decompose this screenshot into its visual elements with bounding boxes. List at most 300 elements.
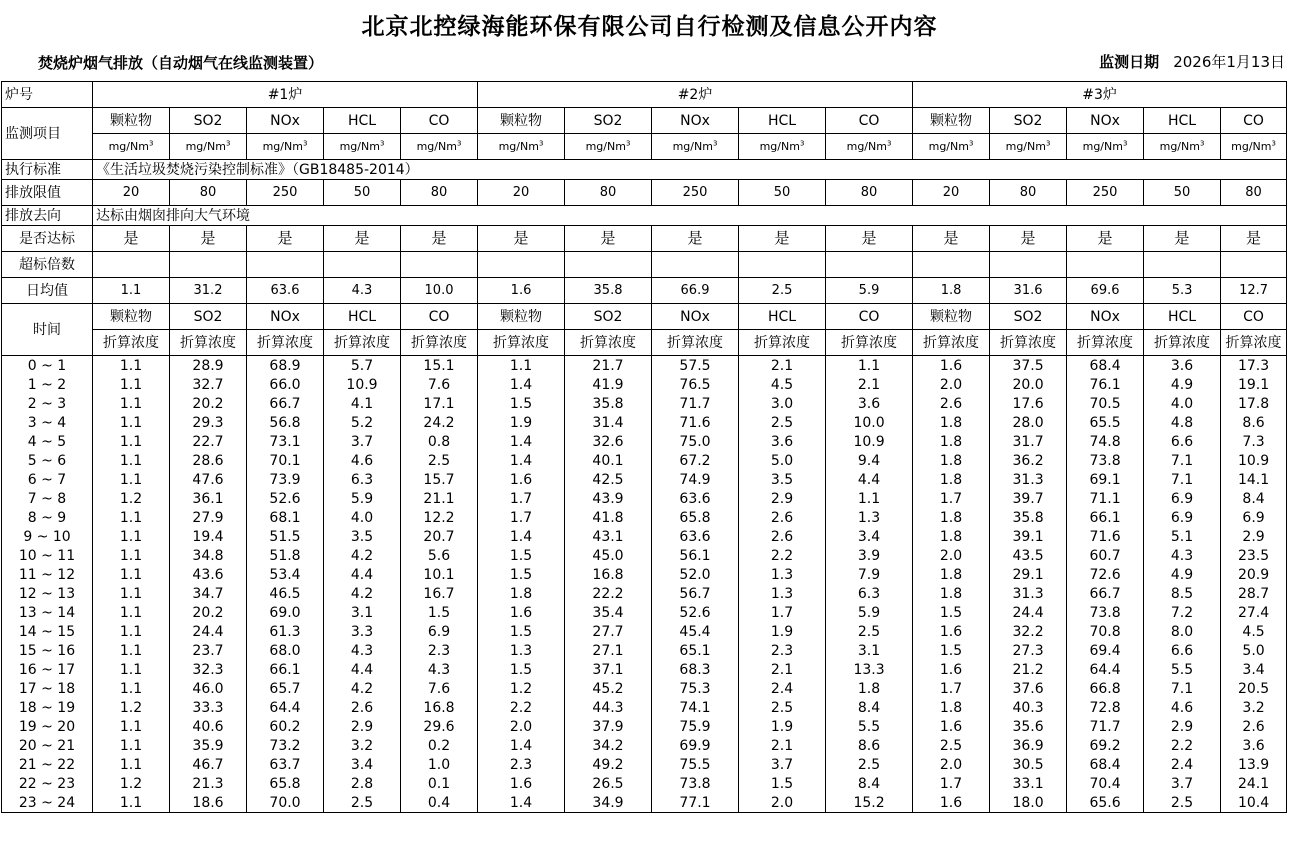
value-cell: 4.6 [1144, 698, 1221, 717]
unit-cell [565, 134, 652, 160]
conversion-header: 折算浓度 [1144, 330, 1221, 356]
exceed-value [478, 252, 565, 278]
value-cell: 4.3 [401, 660, 478, 679]
value-cell: 2.3 [478, 755, 565, 774]
value-cell: 1.6 [478, 774, 565, 793]
limit-row [2, 180, 1287, 206]
value-cell: 65.1 [652, 641, 739, 660]
limit-value: 20 [478, 180, 565, 206]
limit-value: 50 [1144, 180, 1221, 206]
value-cell: 66.0 [247, 375, 324, 394]
value-cell: 68.4 [1067, 755, 1144, 774]
value-cell: 45.0 [565, 546, 652, 565]
value-cell: 23.5 [1221, 546, 1287, 565]
value-cell: 1.5 [478, 565, 565, 584]
daily-avg-value: 10.0 [401, 278, 478, 304]
value-cell: 70.1 [247, 451, 324, 470]
compliant-value: 是 [401, 226, 478, 252]
value-cell: 1.3 [826, 508, 913, 527]
value-cell: 74.9 [652, 470, 739, 489]
value-cell: 1.8 [826, 679, 913, 698]
compliant-value: 是 [739, 226, 826, 252]
daily-avg-value: 4.3 [324, 278, 401, 304]
value-cell: 5.6 [401, 546, 478, 565]
value-cell: 43.9 [565, 489, 652, 508]
table-row [2, 755, 1287, 774]
value-cell: 3.6 [1144, 356, 1221, 376]
value-cell: 1.8 [913, 413, 990, 432]
value-cell: 1.7 [739, 603, 826, 622]
limit-value: 80 [170, 180, 247, 206]
exceed-value [247, 252, 324, 278]
pollutant-header: CO [826, 108, 913, 134]
value-cell: 53.4 [247, 565, 324, 584]
daily-avg-value: 12.7 [1221, 278, 1287, 304]
value-cell: 29.3 [170, 413, 247, 432]
value-cell: 23.7 [170, 641, 247, 660]
value-cell: 8.4 [826, 774, 913, 793]
value-cell: 1.7 [913, 679, 990, 698]
value-cell: 35.6 [990, 717, 1067, 736]
value-cell: 4.8 [1144, 413, 1221, 432]
value-cell: 36.1 [170, 489, 247, 508]
monitoring-date [1099, 51, 1285, 72]
pollutant-header-lower: HCL [1144, 304, 1221, 330]
limit-value: 80 [826, 180, 913, 206]
value-cell: 1.1 [93, 679, 170, 698]
limit-value: 50 [324, 180, 401, 206]
value-cell: 24.4 [990, 603, 1067, 622]
value-cell: 19.4 [170, 527, 247, 546]
value-cell: 1.1 [93, 641, 170, 660]
value-cell: 66.7 [1067, 584, 1144, 603]
value-cell: 40.1 [565, 451, 652, 470]
exceed-value [739, 252, 826, 278]
value-cell: 1.2 [93, 774, 170, 793]
limit-value: 80 [401, 180, 478, 206]
value-cell: 20.2 [170, 394, 247, 413]
value-cell: 5.9 [324, 489, 401, 508]
pollutant-header: NOx [247, 108, 324, 134]
value-cell: 60.7 [1067, 546, 1144, 565]
daily-avg-value: 35.8 [565, 278, 652, 304]
time-cell: 13 ~ 14 [2, 603, 93, 622]
value-cell: 32.3 [170, 660, 247, 679]
table-row [2, 394, 1287, 413]
standard-label: 执行标准 [2, 160, 93, 180]
value-cell: 2.0 [913, 546, 990, 565]
value-cell: 1.6 [913, 660, 990, 679]
section-subtitle: 焚烧炉烟气排放（自动烟气在线监测装置） [38, 54, 324, 72]
compliant-label: 是否达标 [2, 226, 93, 252]
value-cell: 1.1 [93, 356, 170, 376]
value-cell: 64.4 [247, 698, 324, 717]
value-cell: 1.9 [478, 413, 565, 432]
value-cell: 1.8 [913, 451, 990, 470]
unit-cell [1221, 134, 1287, 160]
value-cell: 1.1 [93, 470, 170, 489]
value-cell: 2.6 [739, 508, 826, 527]
time-cell: 18 ~ 19 [2, 698, 93, 717]
value-cell: 56.7 [652, 584, 739, 603]
value-cell: 3.7 [1144, 774, 1221, 793]
value-cell: 2.0 [913, 375, 990, 394]
value-cell: 6.3 [826, 584, 913, 603]
value-cell: 2.9 [739, 489, 826, 508]
value-cell: 4.4 [826, 470, 913, 489]
limit-label: 排放限值 [2, 180, 93, 206]
value-cell: 4.6 [324, 451, 401, 470]
furnace-row [2, 82, 1287, 108]
limit-value: 20 [913, 180, 990, 206]
value-cell: 1.4 [478, 736, 565, 755]
value-cell: 68.0 [247, 641, 324, 660]
value-cell: 47.6 [170, 470, 247, 489]
value-cell: 1.4 [478, 527, 565, 546]
value-cell: 43.5 [990, 546, 1067, 565]
value-cell: 14.1 [1221, 470, 1287, 489]
time-cell: 14 ~ 15 [2, 622, 93, 641]
value-cell: 37.9 [565, 717, 652, 736]
value-cell: 65.6 [1067, 793, 1144, 813]
value-cell: 2.1 [826, 375, 913, 394]
exceed-row [2, 252, 1287, 278]
value-cell: 65.8 [247, 774, 324, 793]
standard-row [2, 160, 1287, 180]
unit-cell [247, 134, 324, 160]
value-cell: 71.7 [1067, 717, 1144, 736]
value-cell: 71.1 [1067, 489, 1144, 508]
value-cell: 3.1 [324, 603, 401, 622]
compliant-value: 是 [565, 226, 652, 252]
exceed-value [170, 252, 247, 278]
value-cell: 7.2 [1144, 603, 1221, 622]
unit-superscript: 3 [1122, 139, 1128, 148]
unit-text: mg/Nm [185, 140, 226, 153]
value-cell: 1.1 [93, 527, 170, 546]
value-cell: 24.1 [1221, 774, 1287, 793]
daily-avg-value: 69.6 [1067, 278, 1144, 304]
table-row [2, 736, 1287, 755]
value-cell: 20.0 [990, 375, 1067, 394]
value-cell: 43.1 [565, 527, 652, 546]
value-cell: 1.1 [93, 660, 170, 679]
value-cell: 70.0 [247, 793, 324, 813]
unit-cell [478, 134, 565, 160]
value-cell: 44.3 [565, 698, 652, 717]
value-cell: 1.8 [913, 565, 990, 584]
conversion-header: 折算浓度 [401, 330, 478, 356]
conversion-header: 折算浓度 [739, 330, 826, 356]
unit-cell [913, 134, 990, 160]
time-cell: 7 ~ 8 [2, 489, 93, 508]
compliant-value: 是 [478, 226, 565, 252]
value-cell: 2.2 [478, 698, 565, 717]
compliant-value: 是 [324, 226, 401, 252]
value-cell: 1.1 [826, 356, 913, 376]
value-cell: 1.1 [93, 451, 170, 470]
value-cell: 20.7 [401, 527, 478, 546]
value-cell: 66.7 [247, 394, 324, 413]
value-cell: 13.3 [826, 660, 913, 679]
compliant-row [2, 226, 1287, 252]
exceed-value [652, 252, 739, 278]
unit-cell [401, 134, 478, 160]
limit-value: 20 [93, 180, 170, 206]
value-cell: 1.3 [478, 641, 565, 660]
value-cell: 3.4 [324, 755, 401, 774]
compliant-value: 是 [1221, 226, 1287, 252]
daily-avg-value: 63.6 [247, 278, 324, 304]
value-cell: 3.0 [739, 394, 826, 413]
value-cell: 1.8 [913, 698, 990, 717]
table-row [2, 432, 1287, 451]
conversion-header: 折算浓度 [565, 330, 652, 356]
value-cell: 2.9 [324, 717, 401, 736]
table-row [2, 546, 1287, 565]
unit-text: mg/Nm [1005, 140, 1046, 153]
table-row [2, 565, 1287, 584]
value-cell: 0.8 [401, 432, 478, 451]
unit-superscript: 3 [456, 139, 462, 148]
value-cell: 17.8 [1221, 394, 1287, 413]
compliant-value: 是 [1067, 226, 1144, 252]
pollutant-header-lower: SO2 [565, 304, 652, 330]
pollutant-row [2, 108, 1287, 134]
value-cell: 6.9 [1221, 508, 1287, 527]
value-cell: 27.3 [990, 641, 1067, 660]
value-cell: 56.1 [652, 546, 739, 565]
value-cell: 31.3 [990, 584, 1067, 603]
value-cell: 16.7 [401, 584, 478, 603]
value-cell: 45.4 [652, 622, 739, 641]
unit-text: mg/Nm [498, 140, 539, 153]
exceed-label: 超标倍数 [2, 252, 93, 278]
value-cell: 69.4 [1067, 641, 1144, 660]
value-cell: 1.1 [93, 565, 170, 584]
exceed-value [990, 252, 1067, 278]
value-cell: 2.5 [1144, 793, 1221, 813]
value-cell: 73.8 [652, 774, 739, 793]
value-cell: 1.1 [93, 546, 170, 565]
value-cell: 8.4 [1221, 489, 1287, 508]
pollutant-header: HCL [324, 108, 401, 134]
value-cell: 22.7 [170, 432, 247, 451]
pollutant-header-lower: NOx [652, 304, 739, 330]
value-cell: 2.8 [324, 774, 401, 793]
exceed-value [324, 252, 401, 278]
value-cell: 32.2 [990, 622, 1067, 641]
value-cell: 28.6 [170, 451, 247, 470]
value-cell: 66.8 [1067, 679, 1144, 698]
value-cell: 70.5 [1067, 394, 1144, 413]
unit-superscript: 3 [302, 139, 308, 148]
value-cell: 75.3 [652, 679, 739, 698]
value-cell: 1.1 [478, 356, 565, 376]
value-cell: 1.2 [93, 489, 170, 508]
value-cell: 1.1 [93, 736, 170, 755]
value-cell: 1.8 [478, 584, 565, 603]
unit-cell [170, 134, 247, 160]
pollutant-header-lower: HCL [324, 304, 401, 330]
value-cell: 2.0 [478, 717, 565, 736]
compliant-value: 是 [652, 226, 739, 252]
value-cell: 1.6 [913, 356, 990, 376]
time-cell: 10 ~ 11 [2, 546, 93, 565]
value-cell: 7.1 [1144, 470, 1221, 489]
limit-value: 80 [1221, 180, 1287, 206]
pollutant-header: SO2 [990, 108, 1067, 134]
value-cell: 37.6 [990, 679, 1067, 698]
value-cell: 3.9 [826, 546, 913, 565]
value-cell: 35.8 [565, 394, 652, 413]
value-cell: 2.5 [826, 622, 913, 641]
value-cell: 31.4 [565, 413, 652, 432]
value-cell: 1.5 [478, 394, 565, 413]
value-cell: 76.1 [1067, 375, 1144, 394]
time-cell: 17 ~ 18 [2, 679, 93, 698]
value-cell: 5.0 [1221, 641, 1287, 660]
value-cell: 8.6 [826, 736, 913, 755]
value-cell: 64.4 [1067, 660, 1144, 679]
value-cell: 6.9 [1144, 489, 1221, 508]
value-cell: 1.6 [478, 603, 565, 622]
value-cell: 1.5 [478, 660, 565, 679]
value-cell: 2.1 [739, 660, 826, 679]
value-cell: 2.5 [401, 451, 478, 470]
exceed-value [1067, 252, 1144, 278]
value-cell: 1.6 [913, 622, 990, 641]
value-cell: 33.3 [170, 698, 247, 717]
value-cell: 2.6 [324, 698, 401, 717]
pollutant-header: HCL [739, 108, 826, 134]
value-cell: 65.8 [652, 508, 739, 527]
conversion-header: 折算浓度 [93, 330, 170, 356]
value-cell: 1.8 [913, 470, 990, 489]
value-cell: 2.6 [913, 394, 990, 413]
value-cell: 1.4 [478, 451, 565, 470]
unit-superscript: 3 [712, 139, 718, 148]
value-cell: 30.5 [990, 755, 1067, 774]
limit-value: 50 [739, 180, 826, 206]
value-cell: 73.9 [247, 470, 324, 489]
conversion-header: 折算浓度 [1221, 330, 1287, 356]
value-cell: 1.2 [93, 698, 170, 717]
value-cell: 4.2 [324, 546, 401, 565]
value-cell: 20.9 [1221, 565, 1287, 584]
value-cell: 40.3 [990, 698, 1067, 717]
pollutant-header: 颗粒物 [913, 108, 990, 134]
table-row [2, 660, 1287, 679]
value-cell: 1.7 [913, 774, 990, 793]
value-cell: 1.8 [913, 527, 990, 546]
value-cell: 67.2 [652, 451, 739, 470]
table-row [2, 527, 1287, 546]
value-cell: 37.1 [565, 660, 652, 679]
value-cell: 34.7 [170, 584, 247, 603]
unit-superscript: 3 [968, 139, 974, 148]
value-cell: 31.3 [990, 470, 1067, 489]
time-label: 时间 [2, 304, 93, 356]
value-cell: 33.1 [990, 774, 1067, 793]
value-cell: 1.8 [913, 584, 990, 603]
value-cell: 1.7 [478, 508, 565, 527]
value-cell: 28.7 [1221, 584, 1287, 603]
pollutant-header: 颗粒物 [93, 108, 170, 134]
value-cell: 1.6 [913, 717, 990, 736]
unit-cell [990, 134, 1067, 160]
pollutant-header: SO2 [565, 108, 652, 134]
value-cell: 2.1 [739, 736, 826, 755]
unit-cell [324, 134, 401, 160]
unit-superscript: 3 [1271, 139, 1276, 148]
furnace-1-header: #1炉 [93, 82, 478, 108]
unit-cell [826, 134, 913, 160]
pollutant-header: HCL [1144, 108, 1221, 134]
daily-avg-value: 1.6 [478, 278, 565, 304]
exceed-value [826, 252, 913, 278]
value-cell: 43.6 [170, 565, 247, 584]
value-cell: 1.1 [93, 413, 170, 432]
time-cell: 4 ~ 5 [2, 432, 93, 451]
value-cell: 42.5 [565, 470, 652, 489]
value-cell: 1.5 [913, 603, 990, 622]
value-cell: 1.1 [93, 508, 170, 527]
value-cell: 1.1 [93, 793, 170, 813]
value-cell: 5.5 [826, 717, 913, 736]
table-row [2, 584, 1287, 603]
value-cell: 34.9 [565, 793, 652, 813]
pollutant-header: 颗粒物 [478, 108, 565, 134]
value-cell: 10.9 [826, 432, 913, 451]
daily-avg-value: 5.3 [1144, 278, 1221, 304]
unit-text: mg/Nm [108, 140, 149, 153]
value-cell: 72.8 [1067, 698, 1144, 717]
value-cell: 1.3 [739, 565, 826, 584]
unit-cell [1067, 134, 1144, 160]
table-row [2, 641, 1287, 660]
value-cell: 10.1 [401, 565, 478, 584]
compliant-value: 是 [826, 226, 913, 252]
value-cell: 77.1 [652, 793, 739, 813]
value-cell: 1.7 [478, 489, 565, 508]
value-cell: 57.5 [652, 356, 739, 376]
value-cell: 3.6 [826, 394, 913, 413]
value-cell: 52.6 [247, 489, 324, 508]
unit-text: mg/Nm [672, 140, 713, 153]
value-cell: 7.1 [1144, 679, 1221, 698]
value-cell: 39.7 [990, 489, 1067, 508]
unit-superscript: 3 [1045, 139, 1051, 148]
value-cell: 7.9 [826, 565, 913, 584]
pollutant-header-lower: SO2 [170, 304, 247, 330]
limit-value: 250 [247, 180, 324, 206]
value-cell: 52.6 [652, 603, 739, 622]
table-row [2, 375, 1287, 394]
value-cell: 63.7 [247, 755, 324, 774]
table-row [2, 413, 1287, 432]
time-cell: 20 ~ 21 [2, 736, 93, 755]
value-cell: 2.2 [1144, 736, 1221, 755]
value-cell: 27.7 [565, 622, 652, 641]
value-cell: 51.8 [247, 546, 324, 565]
exceed-value [1144, 252, 1221, 278]
value-cell: 75.0 [652, 432, 739, 451]
value-cell: 18.6 [170, 793, 247, 813]
value-cell: 17.3 [1221, 356, 1287, 376]
value-cell: 1.5 [739, 774, 826, 793]
unit-superscript: 3 [799, 139, 805, 148]
